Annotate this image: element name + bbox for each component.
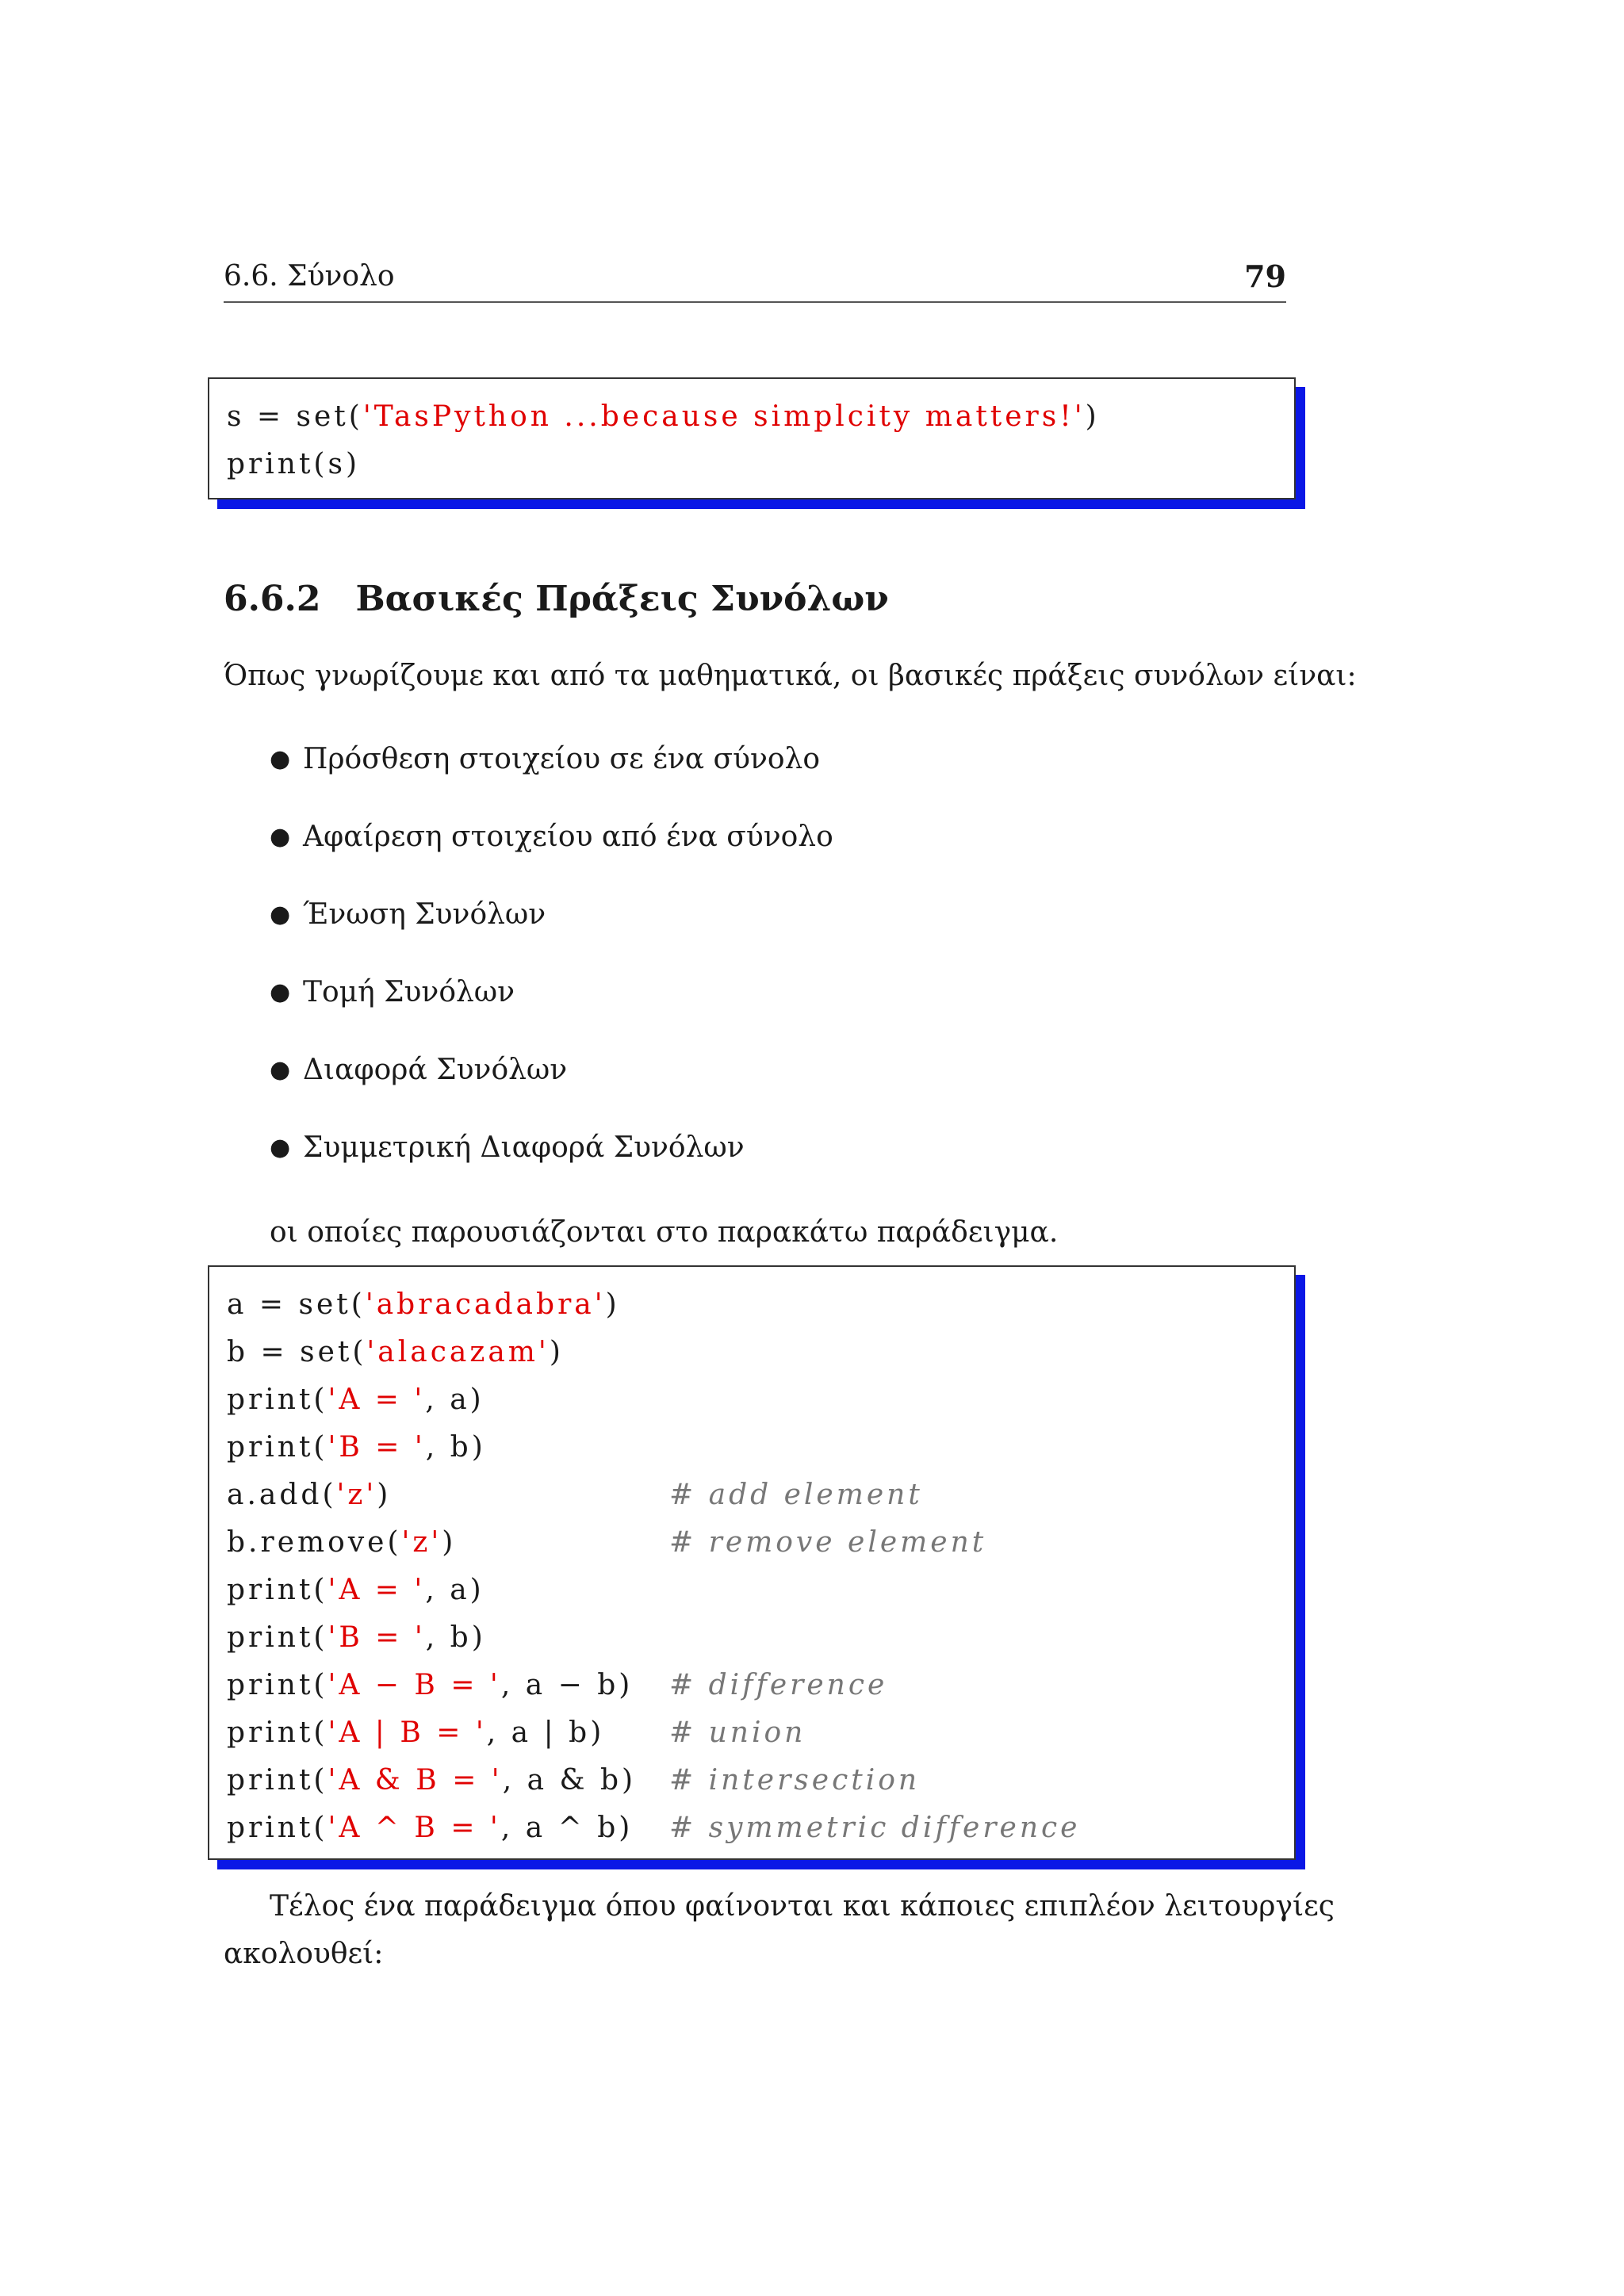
code-comment: # intersection xyxy=(669,1764,921,1797)
code-line: a.add('z') xyxy=(227,1479,392,1511)
code-line: print('B = ', b) xyxy=(227,1431,486,1464)
page-number: 79 xyxy=(1244,258,1286,294)
code-line: print('A | B = ', a | b) xyxy=(227,1716,605,1749)
code-line: a = set('abracadabra') xyxy=(227,1288,620,1321)
code-line: print('A = ', a) xyxy=(227,1383,485,1416)
list-item: ● Πρόσθεση στοιχείου σε ένα σύνολο xyxy=(270,741,833,819)
bullet-icon: ● xyxy=(270,1134,291,1161)
running-header xyxy=(224,252,1286,303)
list-item: ● Τομή Συνόλων xyxy=(270,974,833,1052)
bullet-icon: ● xyxy=(270,745,291,773)
closing-paragraph-line-1: Τέλος ένα παράδειγμα όπου φαίνονται και κάποιες επιπλέον λειτουργίες xyxy=(270,1890,1335,1923)
operations-list xyxy=(270,741,833,1207)
bullet-icon: ● xyxy=(270,823,291,851)
list-item: ● Διαφορά Συνόλων xyxy=(270,1052,833,1130)
code-line: b = set('alacazam') xyxy=(227,1336,564,1368)
intro-paragraph: Όπως γνωρίζουμε και από τα μαθηματικά, οι βασικές πράξεις συνόλων είναι: xyxy=(224,660,1357,692)
bullet-icon: ● xyxy=(270,901,291,928)
code-line: print('B = ', b) xyxy=(227,1621,486,1654)
code-line: print('A & B = ', a & b) xyxy=(227,1764,637,1797)
closing-paragraph-line-2: ακολουθεί: xyxy=(224,1938,384,1970)
code-comment: # union xyxy=(669,1716,806,1749)
list-item: ● Αφαίρεση στοιχείου από ένα σύνολο xyxy=(270,819,833,897)
code-line: print(s) xyxy=(227,448,360,480)
section-heading xyxy=(224,579,889,619)
code-comment: # difference xyxy=(669,1669,888,1701)
list-item: ● Συμμετρική Διαφορά Συνόλων xyxy=(270,1130,833,1207)
after-list-paragraph: οι οποίες παρουσιάζονται στο παρακάτω παράδειγμα. xyxy=(270,1216,1059,1249)
code-listing-1 xyxy=(208,377,1305,509)
code-line: print('A = ', a) xyxy=(227,1574,485,1606)
list-item: ● Ένωση Συνόλων xyxy=(270,897,833,974)
code-comment: # symmetric difference xyxy=(669,1812,1081,1844)
code-line: print('A − B = ', a − b) xyxy=(227,1669,634,1701)
code-line: b.remove('z') xyxy=(227,1526,457,1559)
section-title: Βασικές Πράξεις Συνόλων xyxy=(355,579,889,619)
code-comment: # remove element xyxy=(669,1526,987,1559)
code-line: print('A ^ B = ', a ^ b) xyxy=(227,1812,634,1844)
bullet-icon: ● xyxy=(270,978,291,1006)
section-number: 6.6.2 xyxy=(224,579,321,619)
code-box xyxy=(208,377,1296,499)
code-line: s = set('TasPython ...because simplcity matters!') xyxy=(227,400,1100,433)
bullet-icon: ● xyxy=(270,1056,291,1084)
code-box xyxy=(208,1265,1296,1860)
code-comment: # add element xyxy=(669,1479,923,1511)
header-section-title: 6.6. Σύνολο xyxy=(224,260,395,293)
code-listing-2 xyxy=(208,1265,1305,1869)
